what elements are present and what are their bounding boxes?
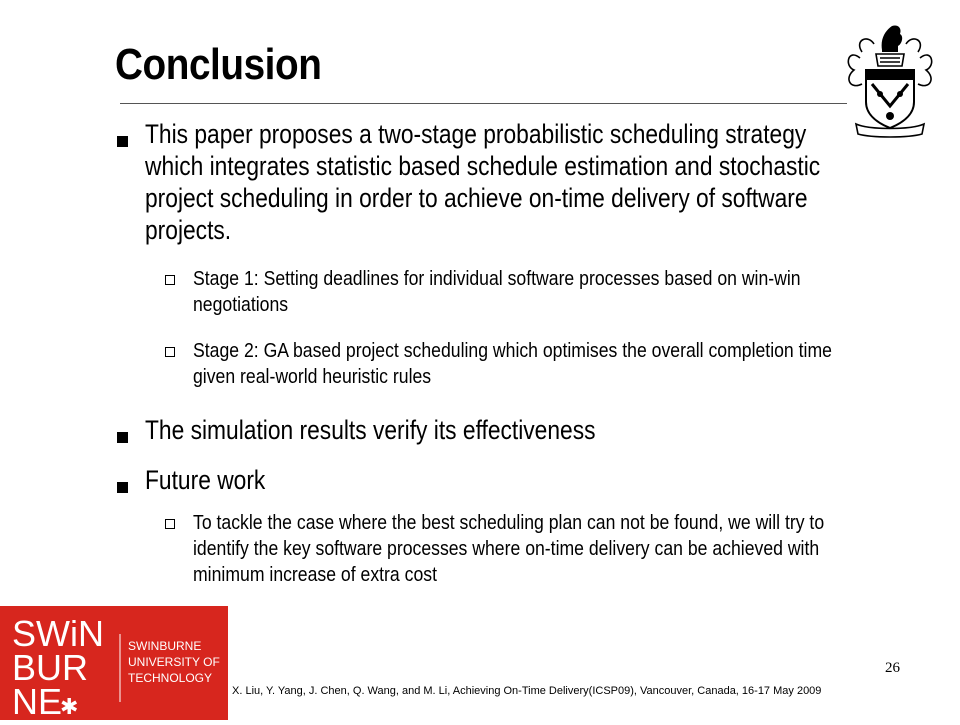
bullet-item [115,414,915,446]
logo-name-line: SWINBURNE [128,639,202,653]
swinburne-logo [0,606,228,720]
square-bullet-icon [117,482,128,493]
page-number: 26 [885,660,900,676]
square-bullet-icon [117,136,128,147]
hollow-square-bullet-icon [165,347,175,357]
slide-title: Conclusion [115,40,322,89]
bullet-item [115,118,915,246]
logo-name-line: UNIVERSITY OF [128,655,220,669]
sub-bullet-text: Stage 1: Setting deadlines for individual software processes based on win-win negotiations [193,267,801,316]
logo-wordmark-line: SWiN [12,613,104,654]
logo-wordmark-line: BUR [12,647,89,688]
sub-bullet-text: To tackle the case where the best scheduling plan can not be found, we will try to identify the key software processes where on-time delivery can be achieved with minimum increase of extra cost [193,511,825,586]
bullet-item [115,464,915,496]
sub-bullet-text: Stage 2: GA based project scheduling which optimises the overall completion time given real-world heuristic rules [193,339,832,388]
logo-wordmark-line: NE [12,681,63,720]
sub-bullet-item [165,510,915,588]
svg-text:✱: ✱ [60,695,79,720]
square-bullet-icon [117,432,128,443]
hollow-square-bullet-icon [165,519,175,529]
sub-bullet-item [165,266,915,318]
sub-bullet-item [165,338,915,390]
bullet-text: This paper proposes a two-stage probabilistic scheduling strategy which integrates statistic based schedule estimation and stochastic project scheduling in order to achieve on-time delivery of software projects. [145,119,821,245]
logo-name-line: TECHNOLOGY [128,671,213,685]
title-divider [120,103,847,104]
bullet-text: The simulation results verify its effectiveness [145,415,596,445]
slide-body [115,118,915,588]
footer-citation: X. Liu, Y. Yang, J. Chen, Q. Wang, and M. Li, Achieving On-Time Delivery(ICSP09), Vancouver, Canada, 16-17 May 2009 [232,685,822,697]
swinburne-logo-graphic [0,606,228,720]
hollow-square-bullet-icon [165,275,175,285]
bullet-text: Future work [145,465,266,495]
